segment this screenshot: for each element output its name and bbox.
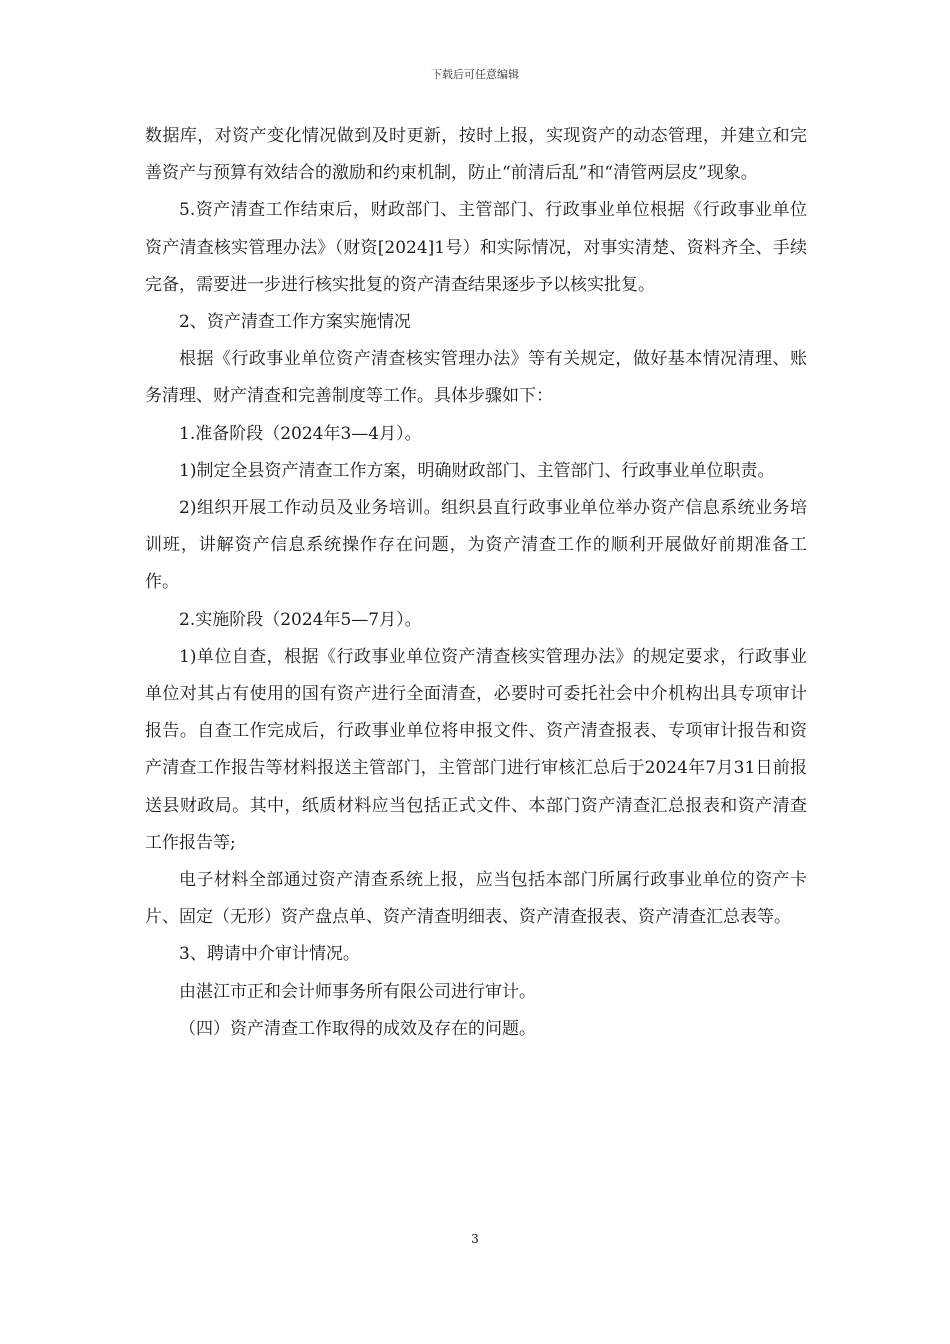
document-body xyxy=(145,118,807,1048)
paragraph: 5.资产清查工作结束后，财政部门、主管部门、行政事业单位根据《行政事业单位资产清查核实管理办法》（财资[2024]1号）和实际情况，对事实清楚、资料齐全、手续完备，需要进一步进行核实批复的资产清查结果逐步予以核实批复。 xyxy=(145,200,807,295)
paragraph: 由湛江市正和会计师事务所有限公司进行审计。 xyxy=(179,981,536,1002)
page-number: 3 xyxy=(471,1232,479,1246)
list-heading: 1.准备阶段（2024年3—4月）。 xyxy=(179,423,422,444)
paragraph: 电子材料全部通过资产清查系统上报，应当包括本部门所属行政事业单位的资产卡片、固定（无形）资产盘点单、资产清查明细表、资产清查报表、资产清查汇总表等。 xyxy=(145,870,807,928)
list-item: 1)单位自查，根据《行政事业单位资产清查核实管理办法》的规定要求，行政事业单位对其占有使用的国有资产进行全面清查，必要时可委托社会中介机构出具专项审计报告。自查工作完成后，行政事业单位将申报文件、资产清查报表、专项审计报告和资产清查工作报告等材料报送主管部门，主管部门进行审核汇总后于2024年7月31日前报送县财政局。其中，纸质材料应当包括正式文件、本部门资产清查汇总报表和资产清查工作报告等; xyxy=(145,646,807,853)
list-item: 1)制定全县资产清查工作方案，明确财政部门、主管部门、行政事业单位职责。 xyxy=(179,460,775,481)
paragraph: 根据《行政事业单位资产清查核实管理办法》等有关规定，做好基本情况清理、账务清理、财产清查和完善制度等工作。具体步骤如下： xyxy=(145,349,807,407)
page-header: 下载后可任意编辑 xyxy=(431,68,519,81)
section-heading: 2、资产清查工作方案实施情况 xyxy=(179,312,411,333)
paragraph: 数据库，对资产变化情况做到及时更新，按时上报，实现资产的动态管理，并建立和完善资产与预算有效结合的激励和约束机制，防止“前清后乱”和“清管两层皮”现象。 xyxy=(145,126,807,184)
section-heading: 3、聘请中介审计情况。 xyxy=(179,944,360,965)
list-item: 2)组织开展工作动员及业务培训。组织县直行政事业单位举办资产信息系统业务培训班，讲解资产信息系统操作存在问题，为资产清查工作的顺利开展做好前期准备工作。 xyxy=(145,498,807,593)
list-heading: 2.实施阶段（2024年5—7月）。 xyxy=(179,609,422,630)
section-heading: （四）资产清查工作取得的成效及存在的问题。 xyxy=(179,1018,536,1039)
